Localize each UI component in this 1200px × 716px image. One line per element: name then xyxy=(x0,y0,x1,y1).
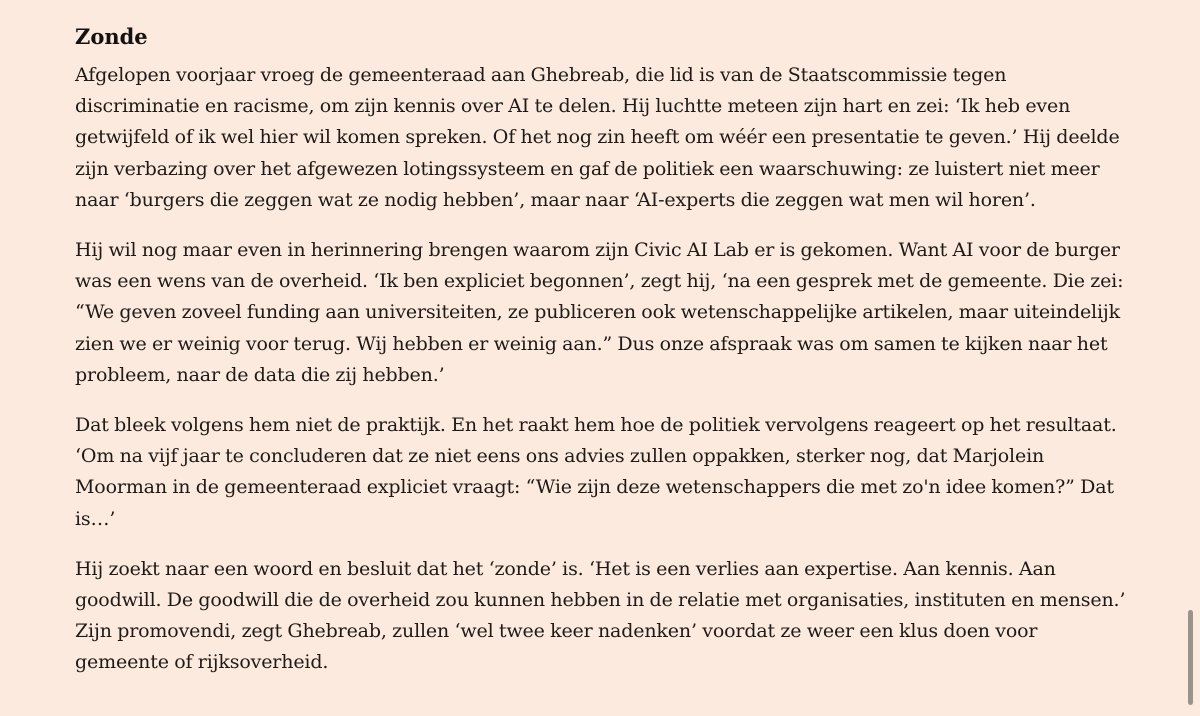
vertical-scrollbar[interactable] xyxy=(1188,610,1193,705)
paragraph-1: Afgelopen voorjaar vroeg de gemeenteraad aan Ghebreab, die lid is van de Staatscommissie tegen discriminatie en racisme, om zijn kennis over AI te delen. Hij luchtte meteen zijn hart en zei: ‘Ik heb even getwijfeld of ik wel hier wil komen spreken. Of het nog zin heeft om wéér een presentatie te geven.’ Hij deelde zijn verbazing over het afgewezen lotingssysteem en gaf de politiek een waarschuwing: ze luistert niet meer naar ‘burgers die zeggen wat ze nodig hebben’, maar naar ‘AI-experts die zeggen wat men wil horen’. xyxy=(75,64,1120,211)
paragraph-2: Hij wil nog maar even in herinnering brengen waarom zijn Civic AI Lab er is gekomen. Want AI voor de burger was een wens van de overheid. ‘Ik ben expliciet begonnen’, zegt hij, ‘na een gesprek met de gemeente. Die zei: “We geven zoveel funding aan universiteiten, ze publiceren ook wetenschappelijke artikelen, maar uiteindelijk zien we er weinig voor terug. Wij hebben er weinig aan.” Dus onze afspraak was om samen te kijken naar het probleem, naar de data die zij hebben.’ xyxy=(75,239,1124,386)
article-body xyxy=(75,22,1135,698)
paragraph-3: Dat bleek volgens hem niet de praktijk. En het raakt hem hoe de politiek vervolgens reageert op het resultaat. ‘Om na vijf jaar te concluderen dat ze niet eens ons advies zullen oppakken, sterker nog, dat Marjolein Moorman in de gemeenteraad expliciet vraagt: “Wie zijn deze wetenschappers die met zo'n idee komen?” Dat is…’ xyxy=(75,414,1117,530)
section-heading: Zonde xyxy=(75,24,148,49)
paragraph-4: Hij zoekt naar een woord en besluit dat het ‘zonde’ is. ‘Het is een verlies aan expertise. Aan kennis. Aan goodwill. De goodwill die de overheid zou kunnen hebben in de relatie met organisaties, instituten en mensen.’ Zijn promovendi, zegt Ghebreab, zullen ‘wel twee keer nadenken’ voordat ze weer een klus doen voor gemeente of rijksoverheid. xyxy=(75,557,1126,674)
